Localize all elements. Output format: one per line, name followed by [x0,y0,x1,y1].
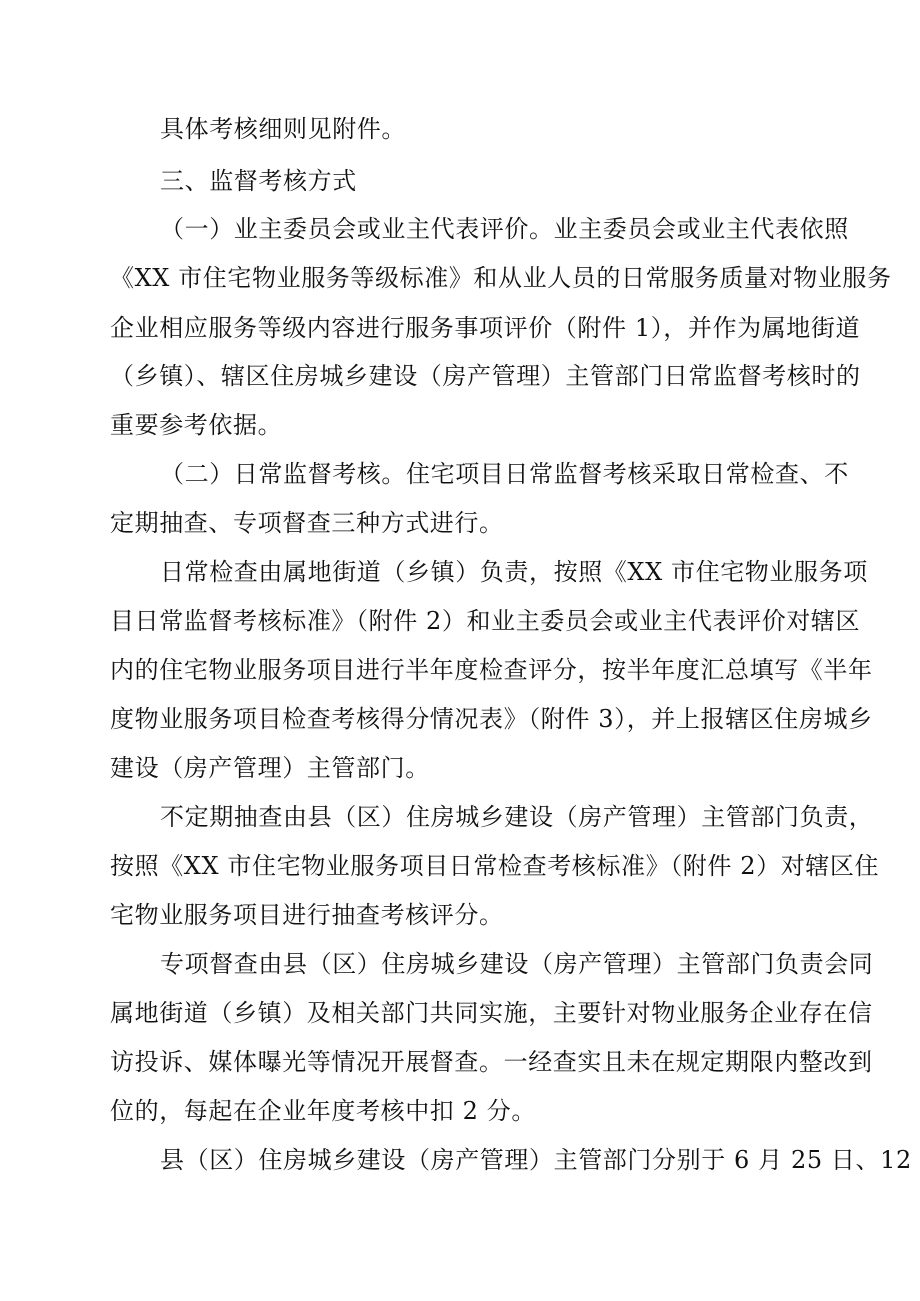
paragraph-line: 位的，每起在企业年度考核中扣 2 分。 [110,1097,536,1125]
paragraph-line: 度物业服务项目检查考核得分情况表》（附件 3），并上报辖区住房城乡 [110,705,873,733]
paragraph-line: 县（区）住房城乡建设（房产管理）主管部门分别于 6 月 25 日、12 [160,1146,912,1174]
paragraph-line: 宅物业服务项目进行抽查考核评分。 [110,901,504,929]
paragraph-line: 按照《XX 市住宅物业服务项目日常检查考核标准》（附件 2）对辖区住 [110,852,880,880]
section-heading: 三、监督考核方式 [160,167,357,195]
paragraph-line: 访投诉、媒体曝光等情况开展督查。一经查实且未在规定期限内整改到 [110,1048,873,1076]
paragraph-line: 目日常监督考核标准》（附件 2）和业主委员会或业主代表评价对辖区 [110,607,861,635]
paragraph-line: （乡镇）、辖区住房城乡建设（房产管理）主管部门日常监督考核时的 [110,362,861,390]
paragraph-line: 不定期抽查由县（区）住房城乡建设（房产管理）主管部门负责， [160,803,874,831]
paragraph-line: 企业相应服务等级内容进行服务事项评价（附件 1），并作为属地街道 [110,314,861,342]
paragraph-line: 重要参考依据。 [110,411,283,439]
paragraph-line: 内的住宅物业服务项目进行半年度检查评分，按半年度汇总填写《半年 [110,656,873,684]
paragraph-line: 建设（房产管理）主管部门。 [110,754,430,782]
paragraph-line: 日常检查由属地街道（乡镇）负责，按照《XX 市住宅物业服务项 [160,558,868,586]
paragraph-line: （二）日常监督考核。住宅项目日常监督考核采取日常检查、不 [160,460,849,488]
paragraph-line: 专项督查由县（区）住房城乡建设（房产管理）主管部门负责会同 [160,950,874,978]
paragraph-line: （一）业主委员会或业主代表评价。业主委员会或业主代表依照 [160,215,849,243]
paragraph-line: 定期抽查、专项督查三种方式进行。 [110,509,504,537]
paragraph-line: 属地街道（乡镇）及相关部门共同实施，主要针对物业服务企业存在信 [110,999,873,1027]
paragraph-line: 具体考核细则见附件。 [160,115,406,143]
paragraph-line: 《XX 市住宅物业服务等级标准》和从业人员的日常服务质量对物业服务 [110,264,892,292]
